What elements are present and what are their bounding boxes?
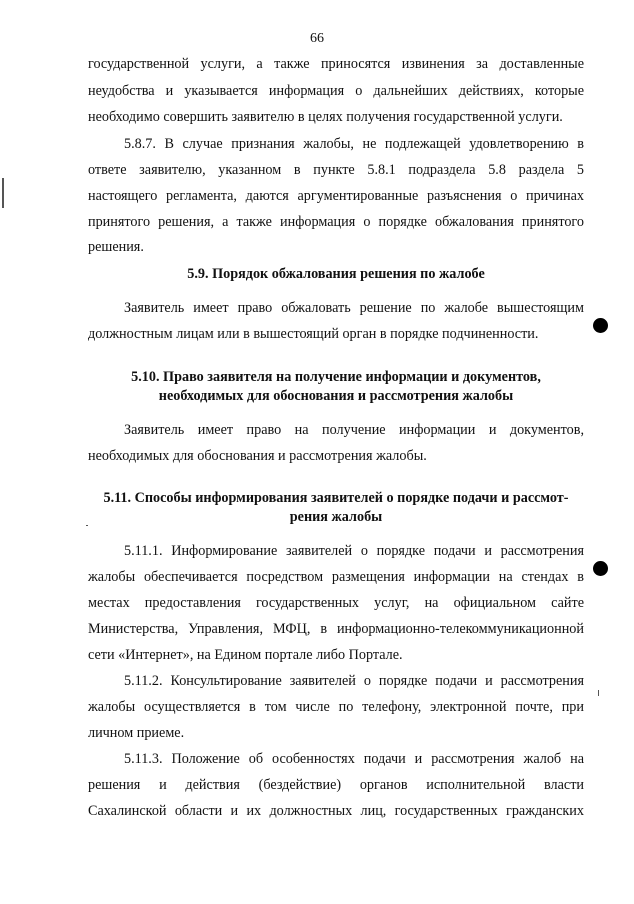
body-line: неудобства и указывается информация о дальнейших действиях, которые xyxy=(88,83,584,99)
body-line: 5.11.3. Положение об особенностях подачи и рассмотрения жалоб на xyxy=(124,751,584,767)
body-line: Заявитель имеет право обжаловать решение по жалобе вышестоящим xyxy=(124,300,584,316)
body-line: жалобы осуществляется в том числе по телефону, электронной почте, при xyxy=(88,699,584,715)
scan-artifact xyxy=(598,690,599,696)
body-line: 5.8.7. В случае признания жалобы, не подлежащей удовлетворению в xyxy=(124,136,584,152)
page-number: 66 xyxy=(310,31,324,46)
body-line: сети «Интернет», на Едином портале либо Портале. xyxy=(88,647,403,663)
body-line: Заявитель имеет право на получение информации и документов, xyxy=(124,422,584,438)
body-line: необходимых для обоснования и рассмотрения жалобы. xyxy=(88,448,427,464)
body-line: 5.11.2. Консультирование заявителей о порядке подачи и рассмотрения xyxy=(124,673,584,689)
body-line: решения и действия (бездействие) органов исполнительной власти xyxy=(88,777,584,793)
scan-artifact xyxy=(86,525,88,526)
binder-hole-mark xyxy=(593,561,608,576)
body-line: должностным лицам или в вышестоящий орган в порядке подчиненности. xyxy=(88,326,539,342)
body-line: жалобы обеспечивается посредством размещения информации на стендах в xyxy=(88,569,584,585)
body-line: государственной услуги, а также приносятся извинения за доставленные xyxy=(88,56,584,72)
section-heading-5-9: 5.9. Порядок обжалования решения по жалобе xyxy=(187,266,485,282)
section-heading-5-11: 5.11. Способы информирования заявителей о порядке подачи и рассмот- xyxy=(103,490,569,506)
body-line: принятого решения, а также информация о порядке обжалования принятого xyxy=(88,214,584,230)
body-line: ответе заявителю, указанном в пункте 5.8.1 подраздела 5.8 раздела 5 xyxy=(88,162,584,178)
body-line: необходимо совершить заявителю в целях получения государственной услуги. xyxy=(88,109,563,125)
binder-hole-mark xyxy=(593,318,608,333)
body-line: личном приеме. xyxy=(88,725,185,741)
body-line: Министерства, Управления, МФЦ, в информационно-телекоммуникационной xyxy=(88,621,584,637)
section-heading-5-11: рения жалобы xyxy=(289,509,383,525)
body-line: решения. xyxy=(88,239,144,255)
body-line: Сахалинской области и их должностных лиц, государственных гражданских xyxy=(88,803,584,819)
body-line: 5.11.1. Информирование заявителей о порядке подачи и рассмотрения xyxy=(124,543,584,559)
body-line: местах предоставления государственных услуг, на официальном сайте xyxy=(88,595,584,611)
section-heading-5-10: необходимых для обоснования и рассмотрения жалобы xyxy=(158,388,514,404)
scan-artifact xyxy=(2,178,4,208)
body-line: настоящего регламента, даются аргументированные разъяснения о причинах xyxy=(88,188,584,204)
section-heading-5-10: 5.10. Право заявителя на получение информации и документов, xyxy=(131,369,541,385)
